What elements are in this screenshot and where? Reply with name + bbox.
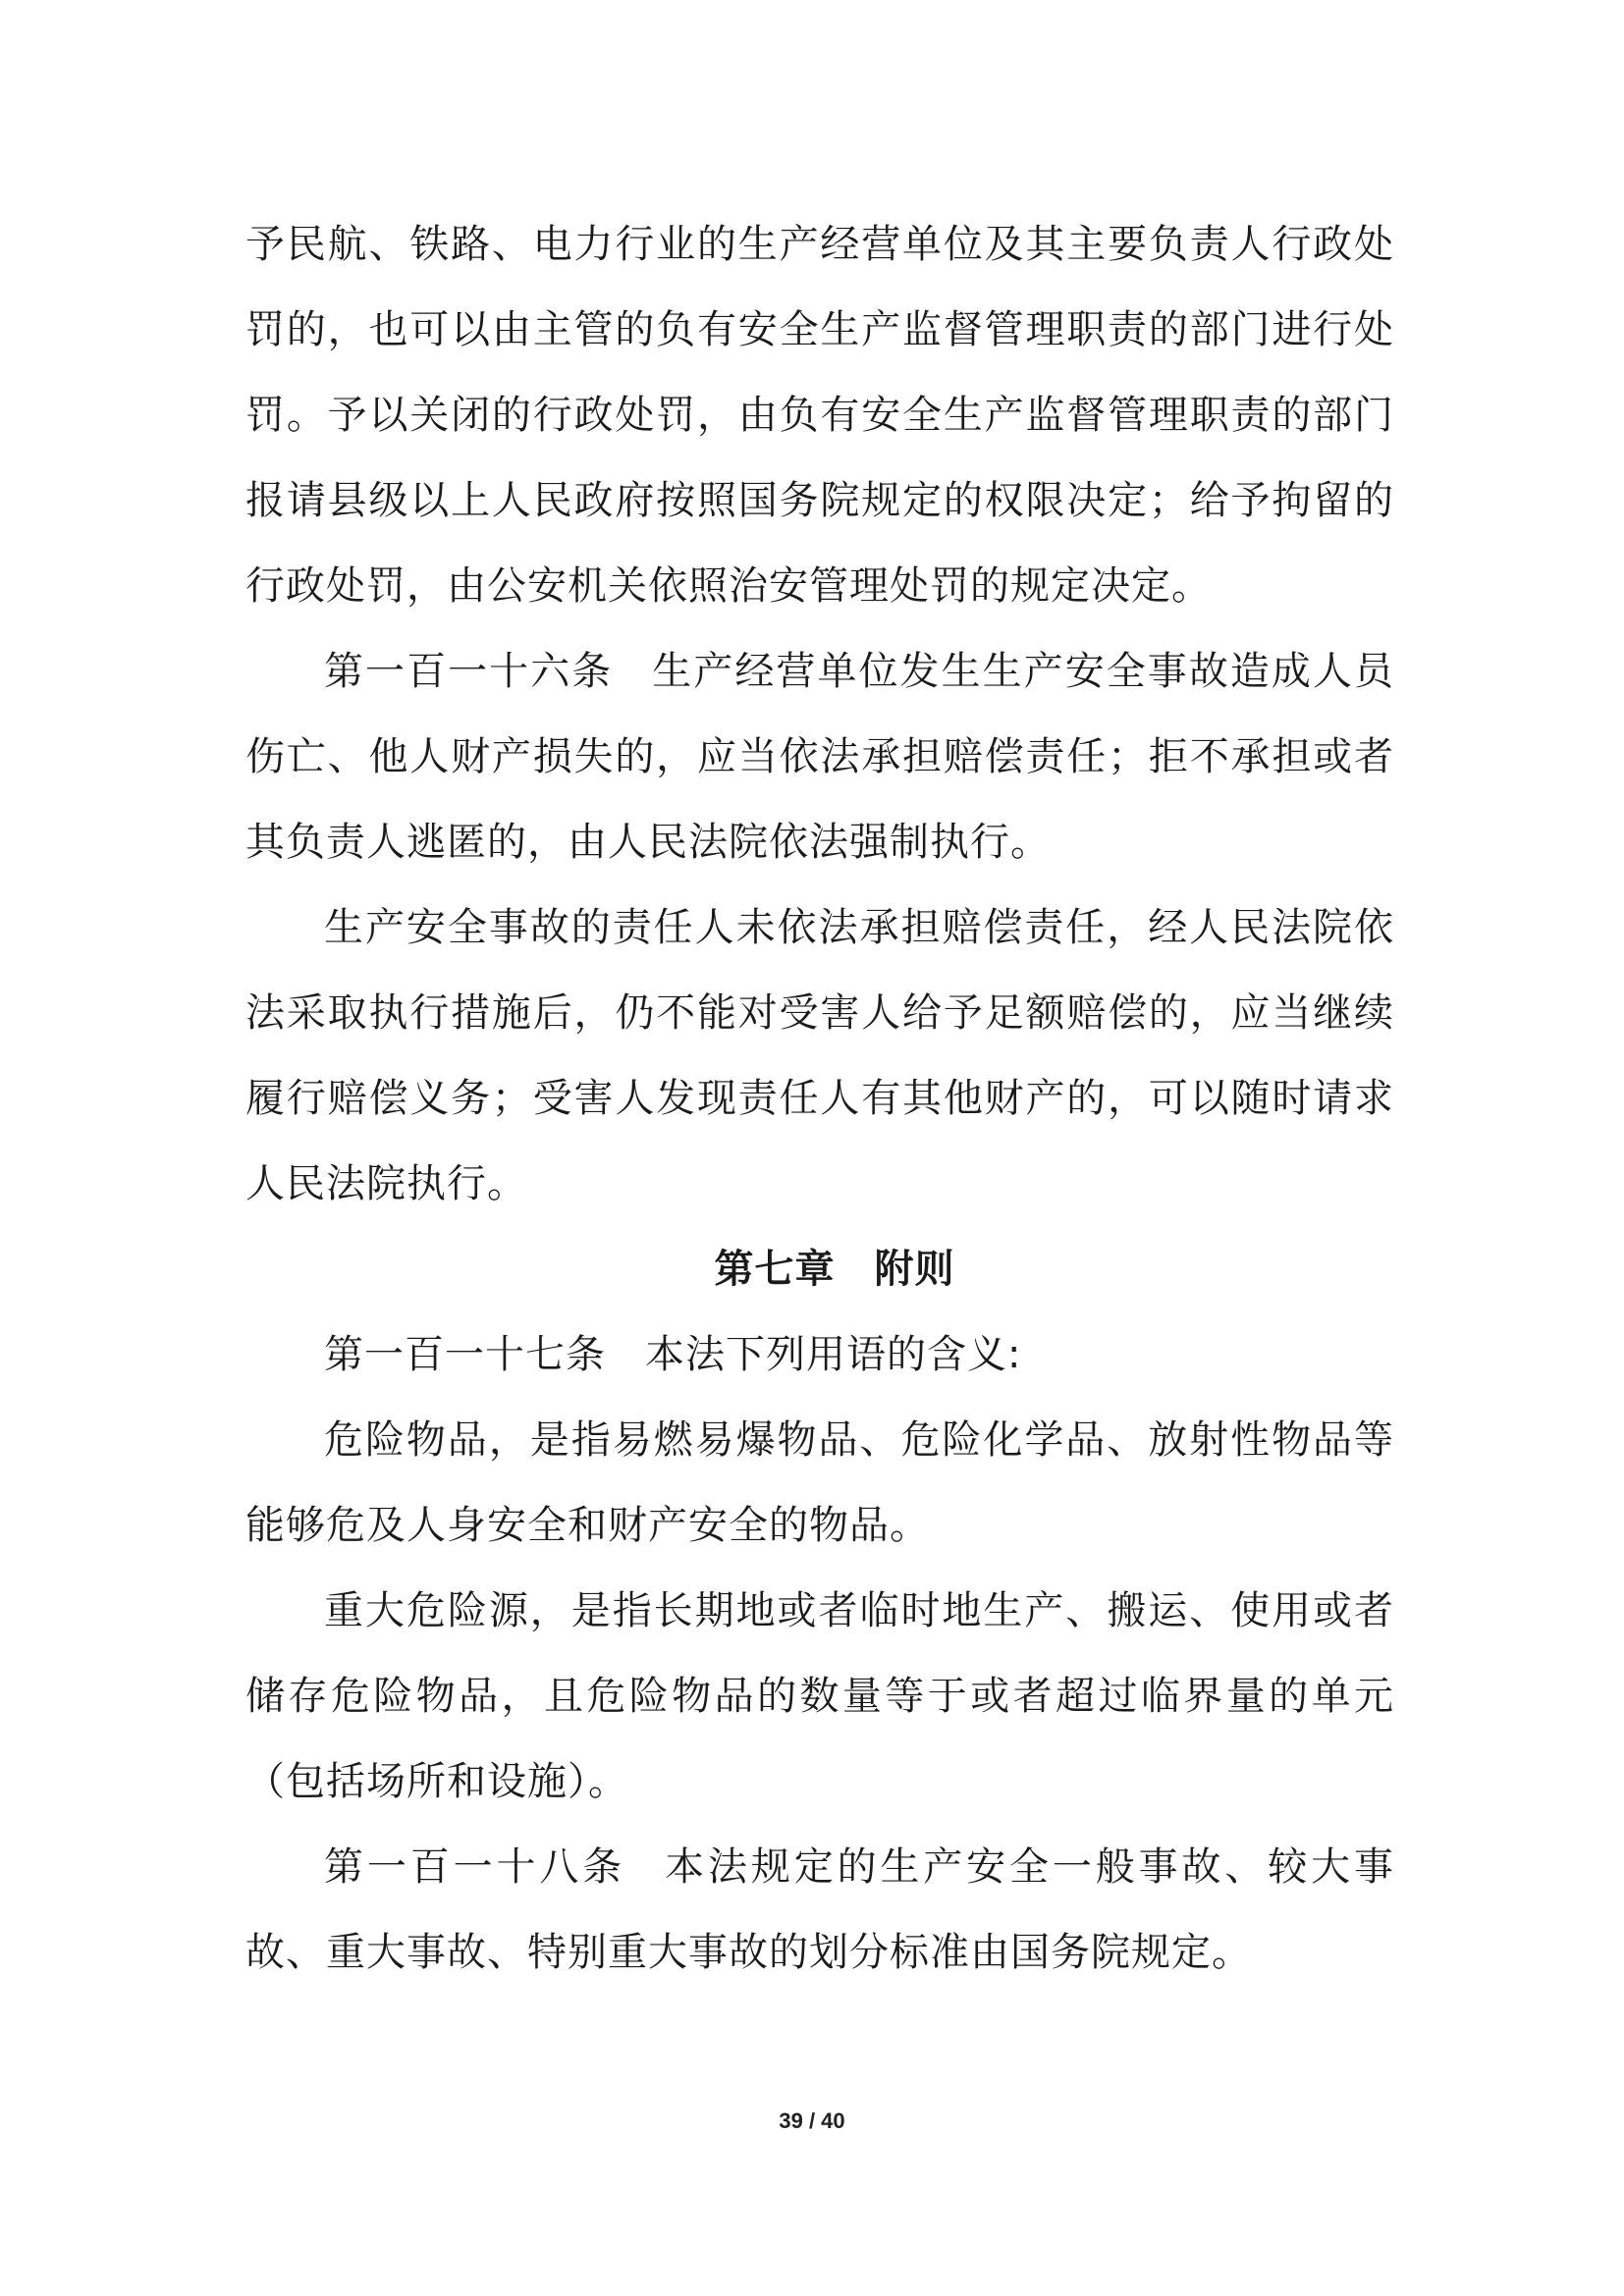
- article-116: [245, 629, 1394, 885]
- page-number: 39 / 40: [779, 2109, 845, 2133]
- chapter-number: 第七章: [714, 1247, 836, 1292]
- definition-dangerous-goods: 危险物品，是指易燃易爆物品、危险化学品、放射性物品等能够危及人身安全和财产安全的物品。: [245, 1417, 1394, 1548]
- article-heading: 第一百一十八条: [324, 1844, 626, 1890]
- paragraph: 生产安全事故的责任人未依法承担赔偿责任，经人民法院依法采取执行措施后，仍不能对受害人给予足额赔偿的，应当继续履行赔偿义务；受害人发现责任人有其他财产的，可以随时请求人民法院执行。: [245, 905, 1394, 1206]
- chapter-heading: [245, 1227, 1394, 1312]
- document-body: [245, 202, 1394, 1996]
- definition-major-hazard: 重大危险源，是指长期地或者临时地生产、搬运、使用或者储存危险物品，且危险物品的数量等于或者超过临界量的单元（包括场所和设施）。: [245, 1588, 1394, 1804]
- chapter-title: 附则: [874, 1247, 955, 1292]
- article-heading: 第一百一十七条: [324, 1332, 606, 1377]
- article-118: [245, 1825, 1394, 1996]
- article-heading: 第一百一十六条: [324, 649, 614, 694]
- article-text: 本法规定的生产安全一般事故、较大事故、重大事故、特别重大事故的划分标准由国务院规定。: [245, 1844, 1395, 1975]
- article-text: 本法下列用语的含义:: [645, 1332, 1022, 1377]
- article-text: 生产经营单位发生生产安全事故造成人员伤亡、他人财产损失的，应当依法承担赔偿责任；拒不承担或者其负责人逃匿的，由人民法院依法强制执行。: [245, 649, 1395, 865]
- article-117: [245, 1312, 1394, 1398]
- paragraph-continued: 予民航、铁路、电力行业的生产经营单位及其主要负责人行政处罚的，也可以由主管的负有安全生产监督管理职责的部门进行处罚。予以关闭的行政处罚，由负有安全生产监督管理职责的部门报请县级以上人民政府按照国务院规定的权限决定；给予拘留的行政处罚，由公安机关依照治安管理处罚的规定决定。: [245, 222, 1394, 609]
